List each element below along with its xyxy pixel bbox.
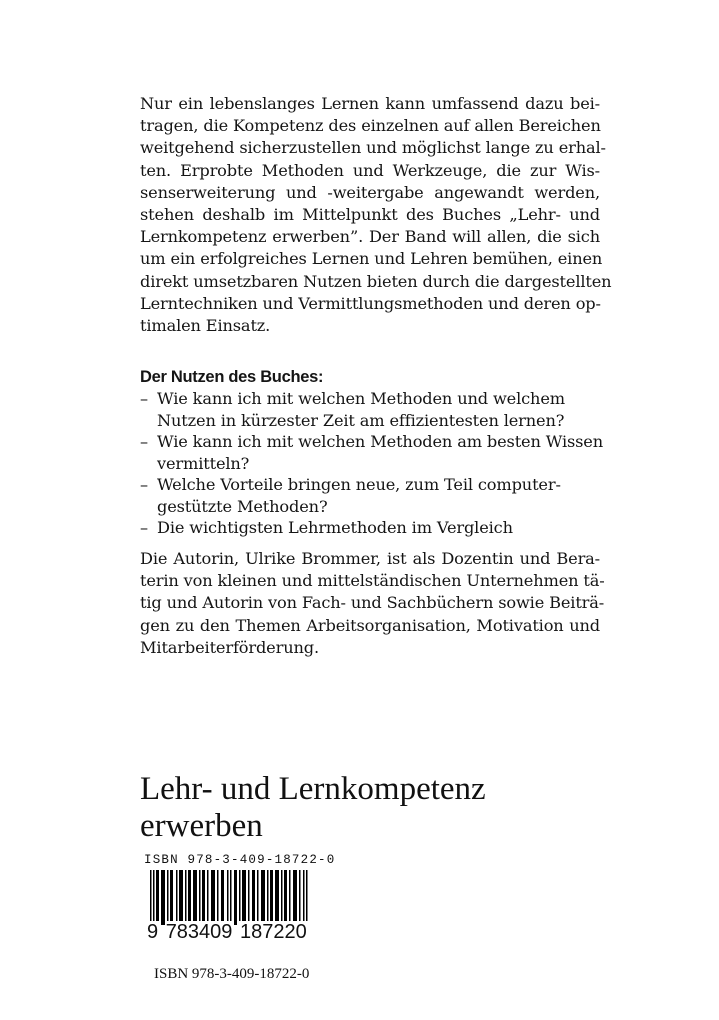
- text-line: Wie kann ich mit welchen Methoden und welchem: [157, 389, 565, 408]
- text-line: gestützte Methoden?: [157, 496, 328, 516]
- benefit-item: [140, 388, 600, 431]
- text-line: ten. Erprobte Methoden und Werkzeuge, die zur Wis-: [140, 160, 600, 180]
- text-line: Lernkompetenz erwerben”. Der Band will allen, die sich: [140, 227, 600, 247]
- text-line: tig und Autorin von Fach- und Sachbüchern sowie Beiträ-: [140, 593, 605, 613]
- dash-bullet: –: [140, 432, 148, 451]
- text-line: um ein erfolgreiches Lernen und Lehren bemühen, einen: [140, 249, 603, 269]
- barcode-digits: [146, 921, 308, 944]
- author-paragraph: [140, 548, 605, 659]
- book-title: [140, 771, 600, 845]
- isbn-footer: ISBN 978-3-409-18722-0: [154, 966, 310, 982]
- benefit-item: [140, 517, 600, 539]
- dash-bullet: –: [140, 389, 148, 408]
- text-line: Lerntechniken und Vermittlungsmethoden und deren op-: [140, 293, 601, 313]
- text-line: gen zu den Themen Arbeitsorganisation, Motivation und: [140, 615, 600, 635]
- text-line: tragen, die Kompetenz des einzelnen auf allen Bereichen: [140, 116, 601, 136]
- benefits-heading: Der Nutzen des Buches:: [140, 368, 324, 386]
- dash-bullet: –: [140, 518, 148, 537]
- intro-paragraph: [140, 93, 612, 337]
- text-line: Nur ein lebenslanges Lernen kann umfassend dazu bei-: [140, 94, 600, 113]
- barcode-digit-first: 9: [147, 921, 159, 943]
- text-line: terin von kleinen und mittelständischen Unternehmen tä-: [140, 571, 605, 591]
- text-line: Wie kann ich mit welchen Methoden am besten Wissen: [157, 432, 604, 451]
- barcode-digits-right: 187220: [240, 921, 307, 943]
- benefit-item: [140, 431, 604, 474]
- text-line: stehen deshalb im Mittelpunkt des Buches „Lehr- und: [140, 205, 600, 225]
- text-line: Die wichtigsten Lehrmethoden im Vergleich: [157, 518, 513, 537]
- benefits-section: [140, 366, 604, 539]
- title-line: erwerben: [140, 808, 263, 844]
- barcode-isbn-label: ISBN 978-3-409-18722-0: [144, 853, 336, 867]
- text-line: weitgehend sicherzustellen und möglichst lange zu erhal-: [140, 138, 606, 158]
- text-line: senserweiterung und -weitergabe angewandt werden,: [140, 182, 600, 202]
- barcode-digits-left: 783409: [165, 921, 233, 943]
- text-line: Welche Vorteile bringen neue, zum Teil computer-: [157, 475, 561, 494]
- dash-bullet: –: [140, 475, 148, 494]
- title-line: Lehr- und Lernkompetenz: [140, 771, 486, 807]
- text-line: vermitteln?: [157, 453, 250, 473]
- text-line: timalen Einsatz.: [140, 316, 271, 336]
- text-line: Die Autorin, Ulrike Brommer, ist als Dozentin und Bera-: [140, 549, 600, 568]
- text-line: Mitarbeiterförderung.: [140, 637, 319, 657]
- text-line: Nutzen in kürzester Zeit am effizientesten lernen?: [157, 410, 565, 430]
- text-line: direkt umsetzbaren Nutzen bieten durch die dargestellten: [140, 271, 612, 291]
- benefit-item: [140, 474, 600, 517]
